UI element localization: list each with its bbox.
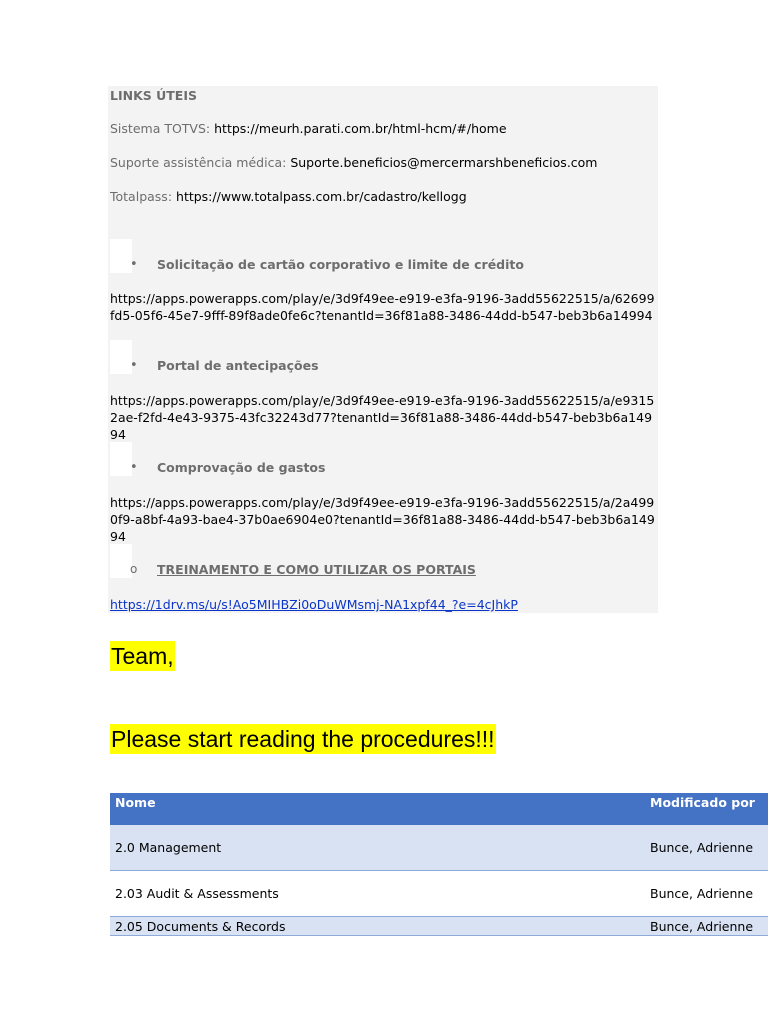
column-header-modificado[interactable]: Modificado por [645,793,768,825]
bullet-icon: • [130,358,138,373]
totalpass-line [110,188,467,205]
documents-table [110,793,768,936]
table-row[interactable] [110,825,768,871]
circle-bullet-icon: o [130,562,138,576]
table-row[interactable] [110,871,768,917]
item-gastos-url[interactable]: https://apps.powerapps.com/play/e/3d9f49ee-e919-e3fa-9196-3add55622515/a/2a4990f9-a8bf-4a93-bae4-37b0ae6904e0?tenantId=36f81a88-3486-44dd-b547-beb3b6a14994 [110,495,655,544]
bullet-gap [110,544,132,578]
row-modified-by: Bunce, Adrienne [645,871,768,917]
row-modified-by: Bunce, Adrienne [645,917,768,936]
totalpass-link[interactable]: https://www.totalpass.com.br/cadastro/kellogg [176,189,467,204]
totvs-line [110,120,507,137]
item-treinamento-label: TREINAMENTO E COMO UTILIZAR OS PORTAIS [157,562,476,577]
table-header-row [110,793,768,825]
bullet-icon: • [130,257,138,272]
item-cartao-url[interactable]: https://apps.powerapps.com/play/e/3d9f49ee-e919-e3fa-9196-3add55622515/a/62699fd5-05f6-45e7-9fff-89f8ade0fe6c?tenantId=36f81a88-3486-44dd-b547-beb3b6a14994 [110,291,655,323]
suporte-line [110,154,597,171]
totvs-label: Sistema TOTVS: [110,121,211,136]
reading-notice: Please start reading the procedures!!! [111,726,495,752]
row-name[interactable]: 2.0 Management [110,825,645,871]
links-heading: LINKS ÚTEIS [110,88,197,103]
row-name[interactable]: 2.03 Audit & Assessments [110,871,645,917]
column-header-nome[interactable]: Nome [110,793,645,825]
row-name[interactable]: 2.05 Documents & Records [110,917,645,936]
totalpass-label: Totalpass: [110,189,173,204]
item-antecipacoes-label: Portal de antecipações [157,358,319,373]
item-gastos-label: Comprovação de gastos [157,460,326,475]
suporte-email[interactable]: Suporte.beneficios@mercermarshbeneficios.com [290,155,598,170]
bullet-gap [110,442,132,476]
bullet-gap [110,340,132,374]
suporte-label: Suporte assistência médica: [110,155,287,170]
item-treinamento-url[interactable]: https://1drv.ms/u/s!Ao5MIHBZi0oDuWMsmj-NA1xpf44_?e=4cJhkP [110,597,518,612]
team-greeting: Team, [111,643,174,669]
table-row[interactable] [110,917,768,936]
bullet-gap [110,239,132,273]
bullet-icon: • [130,460,138,475]
totvs-link[interactable]: https://meurh.parati.com.br/html-hcm/#/home [214,121,507,136]
item-antecipacoes-url[interactable]: https://apps.powerapps.com/play/e/3d9f49ee-e919-e3fa-9196-3add55622515/a/e93152ae-f2fd-4e43-9375-43fc32243d77?tenantId=36f81a88-3486-44dd-b547-beb3b6a14994 [110,393,655,442]
row-modified-by: Bunce, Adrienne [645,825,768,871]
item-cartao-label: Solicitação de cartão corporativo e limite de crédito [157,257,524,272]
